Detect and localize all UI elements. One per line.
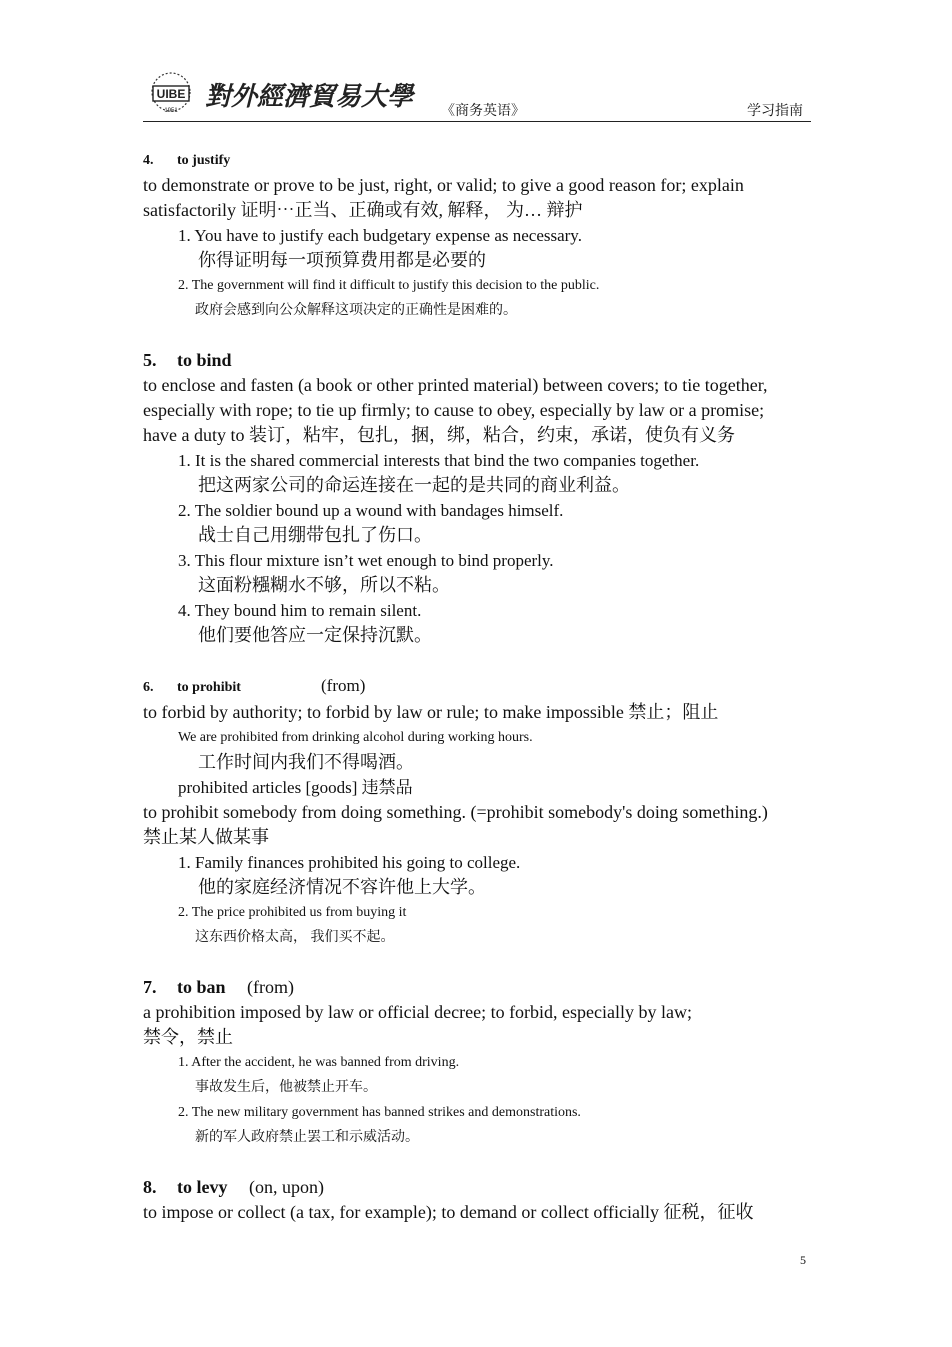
- document-body: [143, 148, 823, 1225]
- usage-line: 禁止某人做某事: [143, 827, 269, 847]
- entry-term: to bind: [177, 350, 232, 370]
- entry-term: to ban: [177, 977, 226, 997]
- example-cn: 工作时间内我们不得喝酒。: [198, 752, 414, 772]
- definition-line: especially with rope; to tie up firmly; to cause to obey, especially by law or a promise;: [143, 400, 765, 420]
- definition-line: have a duty to 装订，粘牢，包扎，捆，绑，粘合，约束，承诺，使负有义务: [143, 425, 735, 445]
- spacer: [143, 323, 823, 348]
- entry-heading: [143, 1175, 823, 1200]
- example-en: 1. It is the shared commercial interests that bind the two companies together.: [178, 451, 700, 470]
- university-name-calligraphy: 對外經濟貿易大學: [205, 82, 414, 112]
- example-cn: 他们要他答应一定保持沉默。: [198, 625, 432, 645]
- svg-text:UIBE: UIBE: [156, 87, 186, 101]
- usage-line: to prohibit somebody from doing something. (=prohibit somebody's doing something.): [143, 802, 768, 822]
- example-en: 4. They bound him to remain silent.: [178, 601, 422, 620]
- definition-line: a prohibition imposed by law or official decree; to forbid, especially by law;: [143, 1002, 693, 1022]
- example-en: 2. The soldier bound up a wound with bandages himself.: [178, 501, 564, 520]
- example-en: 3. This flour mixture isn’t wet enough to bind properly.: [178, 551, 554, 570]
- entry-preposition: (on, upon): [249, 1177, 324, 1197]
- entry-number: 7.: [143, 977, 157, 997]
- example-en: 2. The government will find it difficult to justify this decision to the public.: [178, 278, 600, 293]
- entry-number: 4.: [143, 153, 154, 168]
- svg-text:1951: 1951: [164, 108, 178, 114]
- example-cn: 新的军人政府禁止罢工和示威活动。: [195, 1130, 419, 1145]
- university-logo: [143, 70, 199, 118]
- definition-line: 禁令，禁止: [143, 1027, 233, 1047]
- example-cn: 这东西价格太高， 我们买不起。: [195, 930, 395, 945]
- entry-heading: [143, 673, 823, 700]
- definition-line: satisfactorily 证明⋯正当、正确或有效, 解释， 为… 辩护: [143, 200, 583, 220]
- definition-line: to impose or collect (a tax, for example); to demand or collect officially 征税，征收: [143, 1202, 754, 1222]
- definition-line: to demonstrate or prove to be just, right, or valid; to give a good reason for; explain: [143, 175, 744, 195]
- entry-number: 5.: [143, 350, 157, 370]
- example-cn: 他的家庭经济情况不容许他上大学。: [198, 877, 486, 897]
- page-number: 5: [800, 1253, 806, 1267]
- spacer: [143, 950, 823, 975]
- example-cn: 把这两家公司的命运连接在一起的是共同的商业利益。: [198, 475, 630, 495]
- example-cn: 战士自己用绷带包扎了伤口。: [198, 525, 432, 545]
- page-header: [143, 70, 811, 122]
- entry-number: 6.: [143, 680, 154, 695]
- entry-heading: [143, 148, 823, 173]
- example-en: 1. Family finances prohibited his going to college.: [178, 853, 521, 872]
- example-cn: 政府会感到向公众解释这项决定的正确性是困难的。: [195, 303, 517, 318]
- phrase-line: prohibited articles [goods] 违禁品: [178, 778, 413, 797]
- spacer: [143, 648, 823, 673]
- entry-heading: [143, 975, 823, 1000]
- entry-preposition: (from): [321, 676, 366, 695]
- definition-line: to forbid by authority; to forbid by law or rule; to make impossible 禁止；阻止: [143, 702, 719, 722]
- example-en: 2. The new military government has banned strikes and demonstrations.: [178, 1105, 581, 1120]
- example-cn: 你得证明每一项预算费用都是必要的: [198, 250, 486, 270]
- header-rule: [143, 121, 811, 122]
- example-en: 2. The price prohibited us from buying it: [178, 905, 407, 920]
- entry-term: to justify: [177, 153, 231, 168]
- example-en: 1. After the accident, he was banned from driving.: [178, 1055, 460, 1070]
- entry-term: to prohibit: [177, 680, 241, 695]
- entry-heading: [143, 348, 823, 373]
- guide-label: 学习指南: [747, 104, 803, 119]
- entry-preposition: (from): [247, 977, 294, 997]
- course-title: 《商务英语》: [441, 104, 525, 119]
- entry-number: 8.: [143, 1177, 157, 1197]
- example-cn: 这面粉糨糊水不够，所以不粘。: [198, 575, 450, 595]
- spacer: [143, 1150, 823, 1175]
- example-en: 1. You have to justify each budgetary expense as necessary.: [178, 226, 582, 245]
- example-en: We are prohibited from drinking alcohol during working hours.: [178, 730, 533, 745]
- definition-line: to enclose and fasten (a book or other printed material) between covers; to tie together,: [143, 375, 768, 395]
- example-cn: 事故发生后，他被禁止开车。: [195, 1080, 377, 1095]
- entry-term: to levy: [177, 1177, 228, 1197]
